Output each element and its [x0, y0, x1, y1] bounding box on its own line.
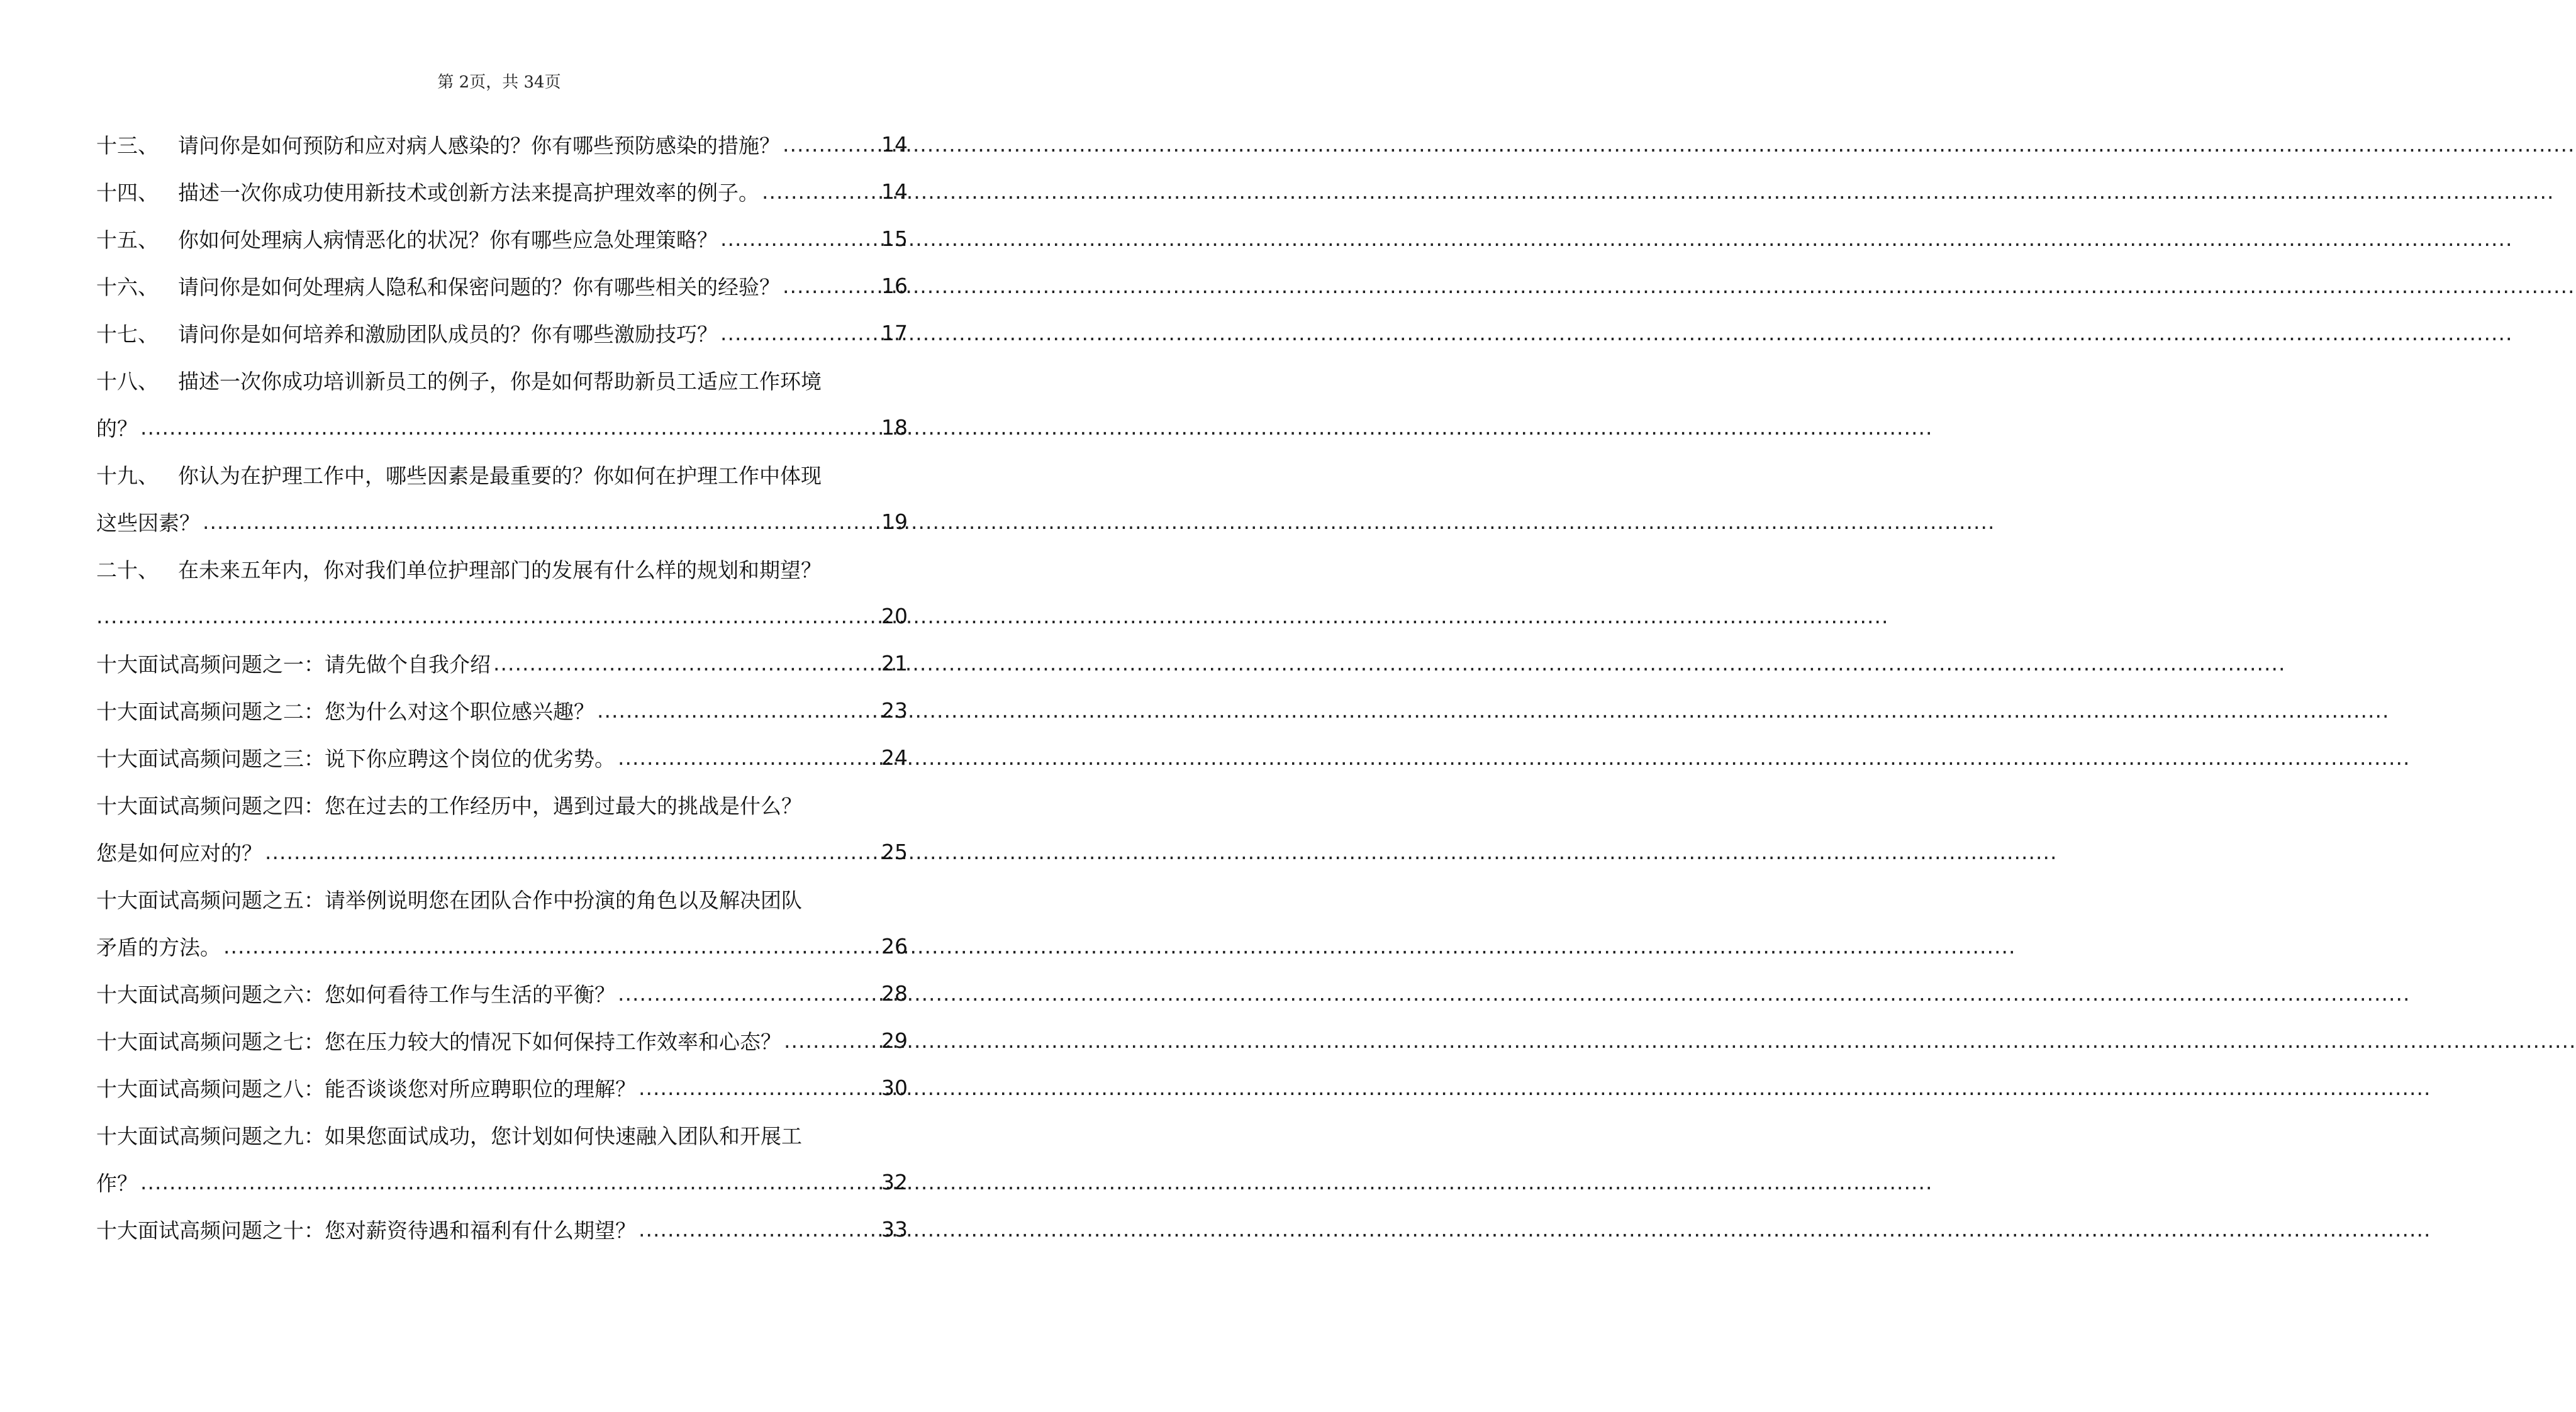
toc-entry-faq-1[interactable] — [96, 640, 908, 687]
dot-leader — [140, 1170, 879, 1194]
toc-entry-faq-10[interactable] — [96, 1206, 908, 1253]
toc-entry-page: 26 — [881, 934, 908, 959]
toc-entry-number: 十九、 — [96, 464, 159, 488]
toc-entry-13[interactable] — [96, 121, 908, 168]
toc-entry-title: 十大面试高频问题之五：请举例说明您在团队合作中扮演的角色以及解决团队 — [96, 888, 802, 913]
toc-entry-faq-7[interactable] — [96, 1017, 908, 1064]
dot-leader — [720, 226, 879, 251]
toc-entry-20-line2[interactable] — [96, 592, 908, 640]
toc-entry-18-line1[interactable] — [96, 357, 908, 404]
toc-entry-title: 十大面试高频问题之十：您对薪资待遇和福利有什么期望？ — [96, 1218, 636, 1243]
toc-entry-title-continued: 的？ — [96, 416, 138, 441]
toc-entry-number: 十五、 — [96, 228, 159, 252]
toc-entry-title: 十大面试高频问题之九：如果您面试成功，您计划如何快速融入团队和开展工 — [96, 1124, 802, 1148]
dot-leader — [96, 604, 879, 628]
toc-entry-14[interactable] — [96, 168, 908, 215]
toc-entry-19-line1[interactable] — [96, 451, 908, 498]
dot-leader — [223, 934, 879, 959]
toc-entry-number: 十七、 — [96, 322, 159, 347]
toc-entry-page: 20 — [881, 604, 908, 628]
dot-leader — [265, 840, 879, 864]
toc-entry-20-line1[interactable] — [96, 545, 908, 592]
toc-entry-title: 请问你是如何预防和应对病人感染的？你有哪些预防感染的措施？ — [178, 133, 780, 158]
toc-entry-page: 33 — [881, 1217, 908, 1242]
toc-entry-title: 你如何处理病人病情恶化的状况？你有哪些应急处理策略？ — [178, 228, 718, 252]
dot-leader — [493, 651, 879, 675]
dot-leader — [140, 415, 879, 440]
toc-entry-page: 28 — [881, 981, 908, 1006]
toc-entry-faq-4-line1[interactable] — [96, 781, 908, 828]
toc-entry-title: 描述一次你成功使用新技术或创新方法来提高护理效率的例子。 — [178, 181, 759, 205]
toc-entry-page: 25 — [881, 840, 908, 864]
toc-entry-number: 十四、 — [96, 181, 159, 205]
toc-entry-title: 描述一次你成功培训新员工的例子，你是如何帮助新员工适应工作环境 — [178, 369, 822, 394]
dot-leader — [203, 509, 879, 534]
toc-entry-title-continued: 作？ — [96, 1171, 138, 1196]
dot-leader — [720, 321, 879, 345]
toc-entry-faq-5-line1[interactable] — [96, 876, 908, 923]
toc-entry-faq-4-line2[interactable] — [96, 828, 908, 876]
toc-entry-title-continued: 矛盾的方法。 — [96, 935, 221, 960]
toc-entry-title: 在未来五年内，你对我们单位护理部门的发展有什么样的规划和期望？ — [178, 558, 822, 582]
toc-entry-faq-9-line1[interactable] — [96, 1111, 908, 1159]
toc-entry-page: 24 — [881, 745, 908, 770]
page-indicator: 第 2页，共 34页 — [437, 73, 561, 92]
toc-entry-15[interactable] — [96, 215, 908, 262]
toc-entry-number: 十三、 — [96, 133, 159, 158]
toc-entry-faq-5-line2[interactable] — [96, 923, 908, 970]
dot-leader — [638, 1076, 879, 1100]
toc-entry-page: 30 — [881, 1076, 908, 1100]
toc-entry-number: 二十、 — [96, 558, 159, 582]
toc-entry-title: 十大面试高频问题之八：能否谈谈您对所应聘职位的理解？ — [96, 1077, 636, 1101]
toc-entry-title: 十大面试高频问题之七：您在压力较大的情况下如何保持工作效率和心态？ — [96, 1030, 781, 1054]
toc-entry-number: 十八、 — [96, 369, 159, 394]
toc-entry-page: 17 — [881, 321, 908, 345]
toc-entry-title: 你认为在护理工作中，哪些因素是最重要的？你如何在护理工作中体现 — [178, 464, 822, 488]
toc-entry-19-line2[interactable] — [96, 498, 908, 545]
toc-entry-page: 21 — [881, 651, 908, 675]
toc-entry-title-continued: 这些因素？ — [96, 511, 200, 535]
dot-leader — [762, 179, 879, 204]
toc-entry-faq-3[interactable] — [96, 734, 908, 781]
toc-entry-16[interactable] — [96, 262, 908, 309]
toc-entry-page: 19 — [881, 509, 908, 534]
toc-entry-17[interactable] — [96, 309, 908, 357]
dot-leader — [618, 745, 879, 770]
toc-entry-number: 十六、 — [96, 275, 159, 299]
toc-entry-page: 14 — [881, 179, 908, 204]
toc-entry-title: 十大面试高频问题之六：您如何看待工作与生活的平衡？ — [96, 982, 615, 1007]
toc-entry-title: 十大面试高频问题之二：您为什么对这个职位感兴趣？ — [96, 699, 594, 724]
dot-leader — [784, 1028, 879, 1053]
toc-entry-page: 29 — [881, 1028, 908, 1053]
table-of-contents — [96, 121, 908, 1253]
toc-entry-title: 请问你是如何培养和激励团队成员的？你有哪些激励技巧？ — [178, 322, 718, 347]
dot-leader — [597, 698, 879, 723]
toc-entry-page: 16 — [881, 274, 908, 298]
toc-entry-faq-2[interactable] — [96, 687, 908, 734]
toc-entry-page: 23 — [881, 698, 908, 723]
toc-entry-title: 请问你是如何处理病人隐私和保密问题的？你有哪些相关的经验？ — [178, 275, 780, 299]
toc-entry-title: 十大面试高频问题之四：您在过去的工作经历中，遇到过最大的挑战是什么？ — [96, 794, 802, 818]
toc-entry-title-continued: 您是如何应对的？ — [96, 841, 262, 865]
toc-entry-title: 十大面试高频问题之一：请先做个自我介绍 — [96, 652, 491, 677]
toc-entry-page: 18 — [881, 415, 908, 440]
toc-entry-page: 32 — [881, 1170, 908, 1194]
dot-leader — [618, 981, 879, 1006]
toc-entry-faq-6[interactable] — [96, 970, 908, 1017]
toc-entry-faq-8[interactable] — [96, 1064, 908, 1111]
toc-entry-18-line2[interactable] — [96, 404, 908, 451]
dot-leader — [783, 274, 879, 298]
toc-entry-page: 15 — [881, 226, 908, 251]
dot-leader — [783, 132, 879, 157]
toc-entry-faq-9-line2[interactable] — [96, 1159, 908, 1206]
dot-leader — [638, 1217, 879, 1242]
toc-entry-page: 14 — [881, 132, 908, 157]
toc-entry-title: 十大面试高频问题之三：说下你应聘这个岗位的优劣势。 — [96, 747, 615, 771]
